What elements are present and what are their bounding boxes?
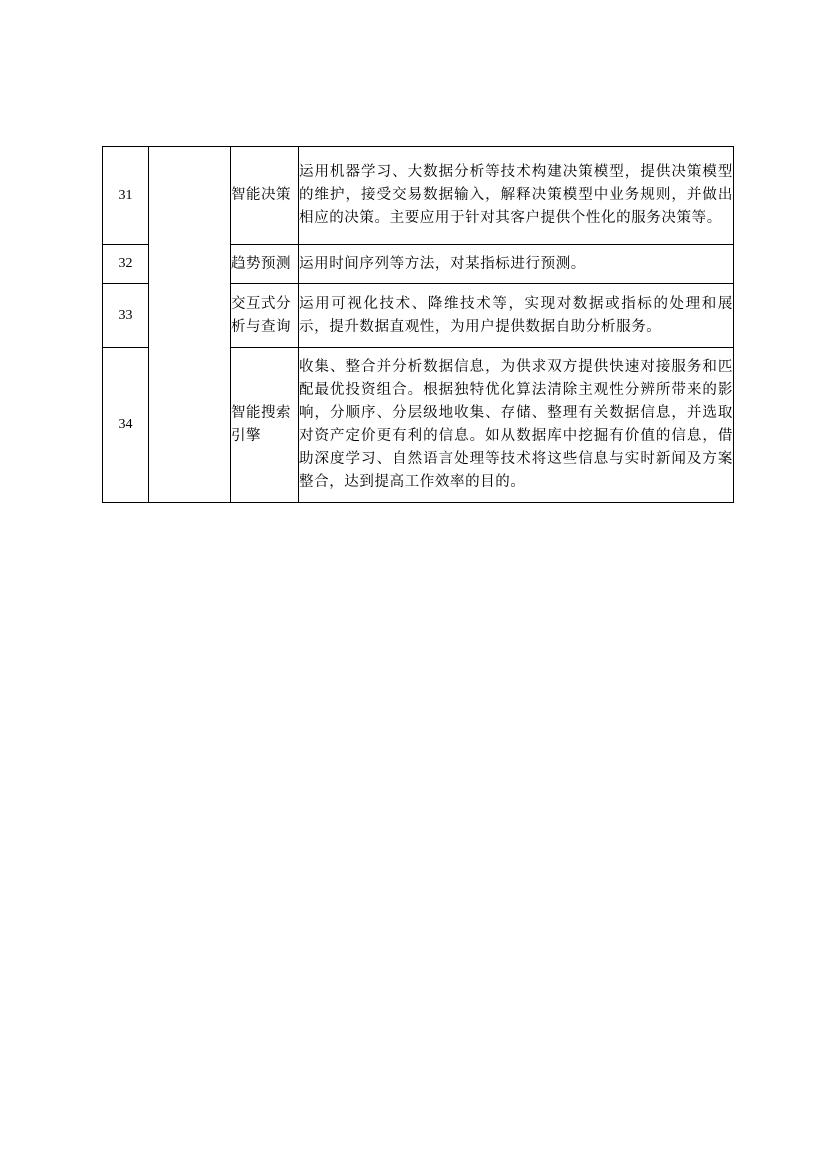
item-description: 运用机器学习、大数据分析等技术构建决策模型，提供决策模型的维护，接受交易数据输入，解释决策模型中业务规则，并做出相应的决策。主要应用于针对其客户提供个性化的服务决策等。 (299, 147, 734, 245)
item-description: 收集、整合并分析数据信息，为供求双方提供快速对接服务和匹配最优投资组合。根据独特优化算法清除主观性分辨所带来的影响，分顺序、分层级地收集、存储、整理有关数据信息，并选取对资产定价更有利的信息。如从数据库中挖掘有价值的信息，借助深度学习、自然语言处理等技术将这些信息与实时新闻及方案整合，达到提高工作效率的目的。 (299, 348, 734, 503)
row-number: 33 (103, 284, 149, 348)
item-name: 交互式分析与查询 (231, 284, 299, 348)
row-number: 31 (103, 147, 149, 245)
row-number: 34 (103, 348, 149, 503)
item-description: 运用时间序列等方法，对某指标进行预测。 (299, 245, 734, 284)
capability-table (102, 146, 734, 503)
row-number: 32 (103, 245, 149, 284)
category-cell (149, 147, 231, 503)
item-name: 智能决策 (231, 147, 299, 245)
item-description: 运用可视化技术、降维技术等，实现对数据或指标的处理和展示，提升数据直观性，为用户提供数据自助分析服务。 (299, 284, 734, 348)
item-name: 趋势预测 (231, 245, 299, 284)
item-name: 智能搜索引擎 (231, 348, 299, 503)
table-row (103, 147, 734, 245)
